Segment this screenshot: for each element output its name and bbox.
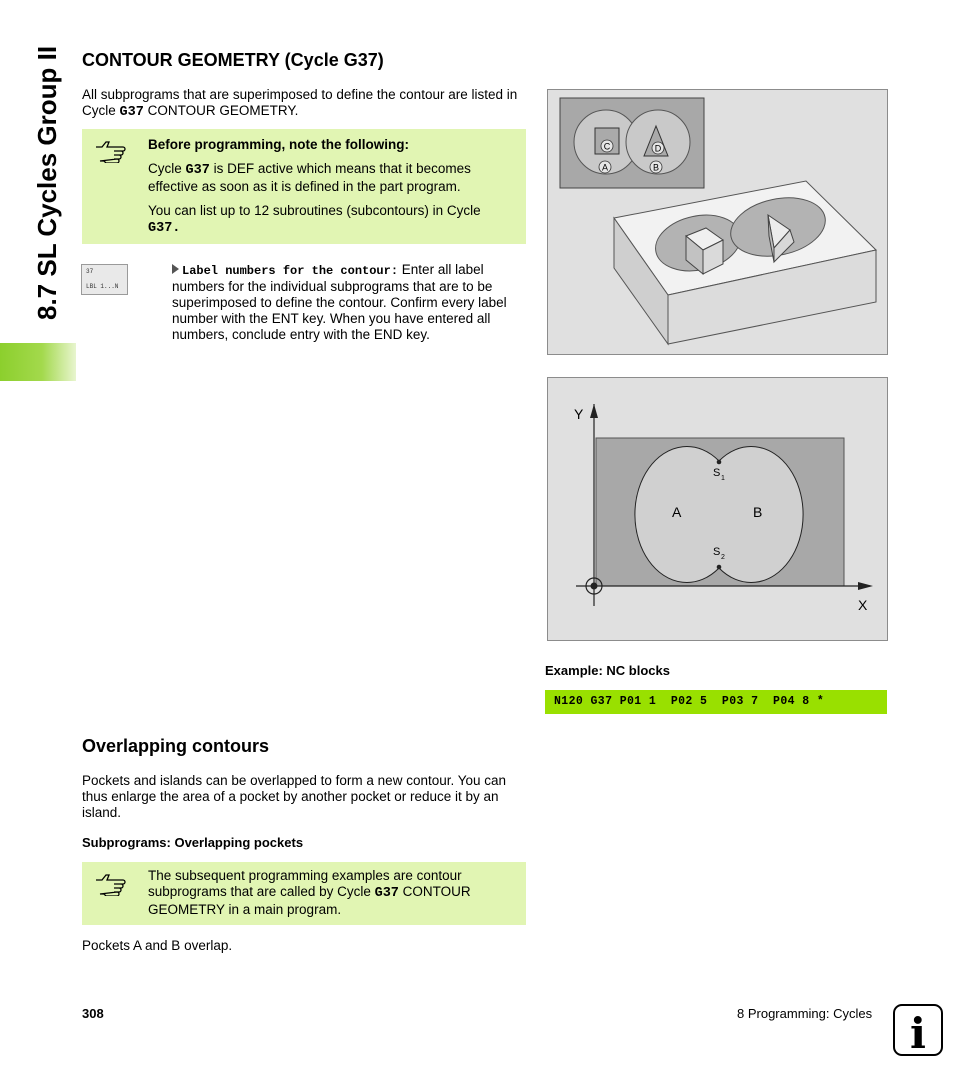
section2-intro: Pockets and islands can be overlapped to form a new contour. You can thus enlarge the area of a pocket by another pocket or reduce it by an island. (82, 773, 507, 820)
note-box-before-programming (82, 129, 526, 244)
info-icon (893, 1004, 943, 1056)
label-c: C (603, 141, 611, 152)
chapter-side-title (20, 40, 68, 330)
point-s2 (717, 565, 722, 570)
note-p2-code: G37. (148, 221, 181, 236)
info-glyph: i (910, 1009, 926, 1054)
triangle-bullet-icon (172, 264, 179, 274)
note-p1-text: Cycle (148, 161, 186, 176)
label-a: A (601, 162, 609, 173)
note2-text-start: The subsequent programming examples are contour subprograms that are called by Cycle (148, 868, 462, 899)
axis-label-y: Y (574, 406, 584, 422)
axis-label-x: X (858, 597, 868, 613)
intro-code: G37 (119, 105, 144, 120)
parameter-description (172, 262, 524, 343)
pointing-hand-icon (94, 872, 128, 899)
softkey-line2: LBL 1...N (86, 283, 119, 290)
chapter-side-title-text: 8.7 SL Cycles Group II (32, 45, 62, 320)
note-p2-text: You can list up to 12 subroutines (subcontours) in Cycle (148, 203, 481, 218)
x-axis-arrow-icon (858, 582, 873, 590)
intro-text-end: CONTOUR GEOMETRY. (143, 103, 299, 118)
figure-3d-part (547, 89, 888, 355)
softkey-lbl-image (81, 264, 128, 295)
area-label-a: A (672, 504, 682, 520)
nc-code-line: N120 G37 P01 1 P02 5 P03 7 P04 8 * (554, 695, 825, 708)
area-label-b: B (753, 504, 763, 520)
point-s1 (717, 460, 722, 465)
note-paragraph-2 (148, 203, 514, 237)
softkey-line1: 37 (86, 268, 94, 275)
point-label-s2-subscript: 2 (721, 554, 725, 561)
note2-text-end: CONTOUR GEOMETRY in a main program. (148, 884, 471, 917)
nc-code-bar (545, 690, 887, 714)
note-p1-code: G37 (185, 163, 210, 178)
subheading-overlapping-pockets: Subprograms: Overlapping pockets (82, 835, 304, 850)
note-p1-text-end: is DEF active which means that it becomes effective as soon as it is defined in the part program. (148, 161, 471, 194)
closing-sentence: Pockets A and B overlap. (82, 938, 233, 953)
note2-text (148, 868, 514, 918)
point-label-s2: S (713, 546, 721, 558)
note2-code: G37 (374, 886, 399, 901)
figure-overlap-diagram (547, 377, 888, 641)
intro-text: All subprograms that are superimposed to define the contour are listed in Cycle (82, 87, 518, 118)
chapter-footer: 8 Programming: Cycles (737, 1006, 873, 1021)
note-box-subprograms (82, 862, 526, 925)
page-number: 308 (82, 1006, 104, 1021)
parameter-text: Enter all label numbers for the individual subprograms that are to be superimposed to define the contour. Confirm every label number with the ENT key. When you have entered all numbers, conclude entry with the END key. (172, 262, 507, 342)
example-heading: Example: NC blocks (545, 663, 670, 678)
point-label-s1-subscript: 1 (721, 475, 725, 482)
section1-intro (82, 87, 522, 121)
y-axis-arrow-icon (590, 404, 598, 418)
chapter-tab-marker (0, 343, 76, 381)
label-d: D (654, 143, 662, 154)
point-label-s1: S (713, 467, 721, 479)
label-b: B (652, 162, 660, 173)
section-heading-overlapping-contours: Overlapping contours (82, 736, 270, 756)
parameter-label: Label numbers for the contour: (182, 264, 399, 278)
origin-dot (591, 583, 598, 590)
section-heading-contour-geometry: CONTOUR GEOMETRY (Cycle G37) (82, 50, 384, 70)
note-paragraph-1 (148, 161, 514, 195)
note-title: Before programming, note the following: (148, 137, 409, 152)
pointing-hand-icon (94, 139, 128, 166)
